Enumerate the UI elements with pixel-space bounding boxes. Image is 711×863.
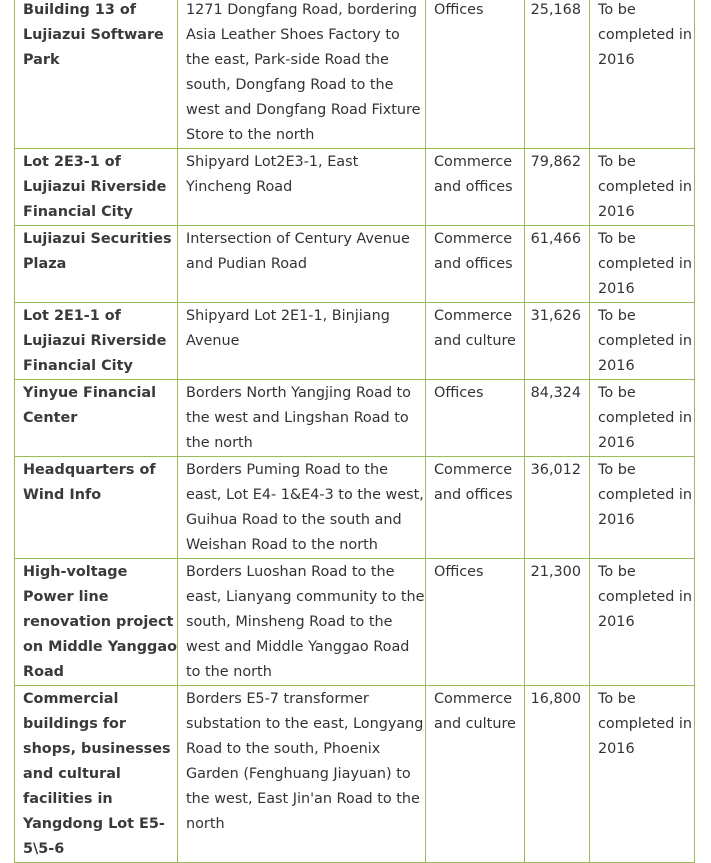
table-row: [15, 303, 695, 380]
project-status: To be completed in 2016: [590, 226, 695, 303]
project-location: Shipyard Lot 2E1-1, Binjiang Avenue: [178, 303, 426, 380]
project-usage: Commerce and culture: [426, 686, 525, 863]
project-status: To be completed in 2016: [590, 380, 695, 457]
project-name: Lot 2E3-1 of Lujiazui Riverside Financial City: [15, 149, 178, 226]
project-area: 36,012: [525, 457, 590, 559]
project-name: Lujiazui Securities Plaza: [15, 226, 178, 303]
project-location: Shipyard Lot2E3-1, East Yincheng Road: [178, 149, 426, 226]
project-usage: Commerce and offices: [426, 226, 525, 303]
project-usage: Offices: [426, 559, 525, 686]
project-status: To be completed in 2016: [590, 149, 695, 226]
project-status: To be completed in 2016: [590, 559, 695, 686]
project-name: High-voltage Power line renovation project on Middle Yanggao Road: [15, 559, 178, 686]
project-name: Lot 2E1-1 of Lujiazui Riverside Financial City: [15, 303, 178, 380]
project-area: 84,324: [525, 380, 590, 457]
table-row: [15, 226, 695, 303]
project-location: 1271 Dongfang Road, bordering Asia Leather Shoes Factory to the east, Park-side Road the south, Dongfang Road to the west and Dongfang Road Fixture Store to the north: [178, 0, 426, 149]
table-row: [15, 457, 695, 559]
project-usage: Commerce and offices: [426, 457, 525, 559]
project-location: Intersection of Century Avenue and Pudian Road: [178, 226, 426, 303]
table-row: [15, 0, 695, 149]
project-usage: Offices: [426, 380, 525, 457]
project-area: 21,300: [525, 559, 590, 686]
project-location: Borders North Yangjing Road to the west and Lingshan Road to the north: [178, 380, 426, 457]
project-usage: Commerce and offices: [426, 149, 525, 226]
project-area: 25,168: [525, 0, 590, 149]
project-usage: Commerce and culture: [426, 303, 525, 380]
project-area: 16,800: [525, 686, 590, 863]
project-area: 31,626: [525, 303, 590, 380]
project-name: Headquarters of Wind Info: [15, 457, 178, 559]
project-location: Borders Puming Road to the east, Lot E4- 1&E4-3 to the west, Guihua Road to the south and Weishan Road to the north: [178, 457, 426, 559]
table-row: [15, 686, 695, 863]
project-status: To be completed in 2016: [590, 457, 695, 559]
table-row: [15, 149, 695, 226]
project-location: Borders Luoshan Road to the east, Lianyang community to the south, Minsheng Road to the west and Middle Yanggao Road to the north: [178, 559, 426, 686]
project-name: Building 13 of Lujiazui Software Park: [15, 0, 178, 149]
projects-table: [14, 0, 695, 863]
project-area: 61,466: [525, 226, 590, 303]
project-area: 79,862: [525, 149, 590, 226]
project-status: To be completed in 2016: [590, 686, 695, 863]
project-location: Borders E5-7 transformer substation to the east, Longyang Road to the south, Phoenix Garden (Fenghuang Jiayuan) to the west, East Jin'an Road to the north: [178, 686, 426, 863]
table-row: [15, 380, 695, 457]
project-name: Yinyue Financial Center: [15, 380, 178, 457]
project-status: To be completed in 2016: [590, 0, 695, 149]
project-status: To be completed in 2016: [590, 303, 695, 380]
table-row: [15, 559, 695, 686]
project-usage: Offices: [426, 0, 525, 149]
project-name: Commercial buildings for shops, businesses and cultural facilities in Yangdong Lot E5-5\5-6: [15, 686, 178, 863]
